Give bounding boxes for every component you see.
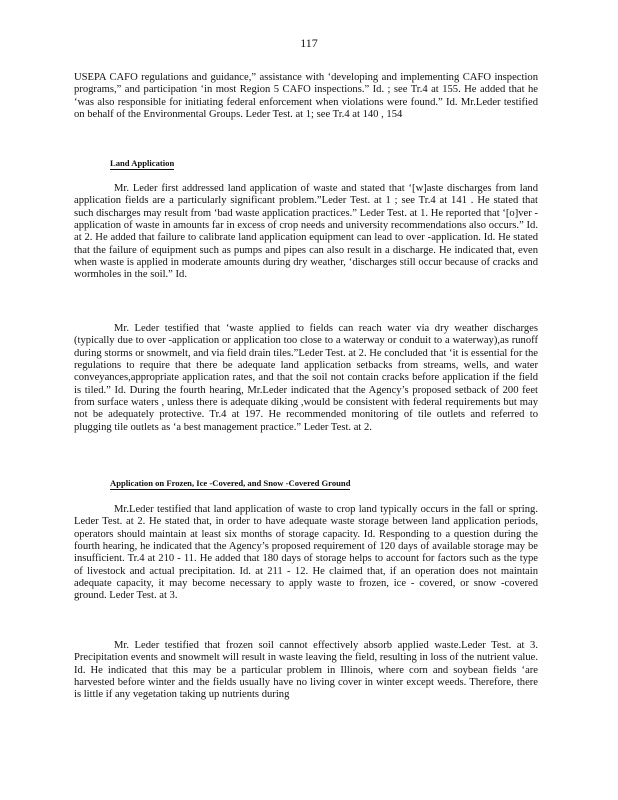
paragraph-text: Mr. Leder first addressed land application of waste and stated that ‘[w]aste discharges from land application fields are a particularly significant problem.”Leder Test. at 1 ; see Tr.4 at 141 . He stated that such discharges may result from ‘bad waste application practices.” Leder Test. at 1. He reported that ‘[o]ver -application of waste in amounts far in excess of crop needs and university recommendations also occurs.” Id. at 2. He added that failure to calibrate land application equipment can lead to over -application. Id. He stated that the failure of equipment such as pumps and pipes can also result in a discharge. He indicated that, even when waste is applied in moderate amounts during dry weather, ‘discharges still occur because of cracks and wormholes in the soil.” Id. bbox=[74, 183, 538, 281]
paragraph-frozen-soil bbox=[74, 640, 538, 702]
paragraph-intro bbox=[74, 72, 538, 121]
paragraph-storage bbox=[74, 504, 538, 603]
paragraph-text: Mr.Leder testified that land application of waste to crop land typically occurs in the fall or spring. Leder Test. at 2. He stated that, in order to have adequate waste storage between land application periods, operators should maintain at least six months of storage capacity. Id. Responding to a question during the fourth hearing, he indicated that the Agency’s proposed requirement of 120 days of available storage may be insufficient. Tr.4 at 210 - 11. He added that 180 days of storage helps to account for factors such as the type of livestock and actual precipitation. Id. at 211 - 12. He claimed that, if an operation does not maintain adequate capacity, it may become necessary to apply waste to frozen, ice - covered, or snow -covered ground. Leder Test. at 3. bbox=[74, 504, 538, 602]
paragraph-text: Mr. Leder testified that frozen soil cannot effectively absorb applied waste.Leder Test. at 3. Precipitation events and snowmelt will result in waste leaving the field, resulting in loss of the nutrient value. Id. He indicated that this may be a particular problem in Illinois, where corn and soybean fields ‘are harvested before winter and the fields usually have no living cover in winter except weeds. Therefore, there is little if any vegetation taking up nutrients during bbox=[74, 640, 538, 701]
paragraph-waste-discharge bbox=[74, 323, 538, 434]
paragraph-text: Mr. Leder testified that ‘waste applied to fields can reach water via dry weather discharges (typically due to over -application or application too close to a waterway or conduit to a waterway),as runoff during storms or snowmelt, and via field drain tiles.”Leder Test. at 2. He concluded that ‘it is essential for the regulations to require that there be adequate land application setbacks from streams, wells, and water conveyances,appropriate application rates, and that the soil not contain cracks before application if the field is tiled.” Id. During the fourth hearing, Mr.Leder indicated that the Agency’s proposed setback of 200 feet from surface waters , unless there is adequate diking ,would be consistent with federal requirements but may not be adequately protective. Tr.4 at 197. He recommended monitoring of tile outlets and referred to plugging tile outlets as ‘a best management practice.” Leder Test. at 2. bbox=[74, 323, 538, 433]
section-heading-land-application: Land Application bbox=[110, 158, 175, 168]
paragraph-land-application bbox=[74, 183, 538, 282]
section-heading-frozen-ground: Application on Frozen, Ice -Covered, and Snow -Covered Ground bbox=[110, 478, 351, 488]
paragraph-text: USEPA CAFO regulations and guidance,” assistance with ‘developing and implementing CAFO inspection programs,” and participation ‘in most Region 5 CAFO inspections.” Id. ; see Tr.4 at 155. He added that he ‘was also responsible for initiating federal enforcement when violations were found.” Id. Mr.Leder testified on behalf of the Environmental Groups. Leder Test. at 1; see Tr.4 at 140 , 154 bbox=[74, 72, 538, 121]
page-number: 117 bbox=[300, 36, 318, 50]
